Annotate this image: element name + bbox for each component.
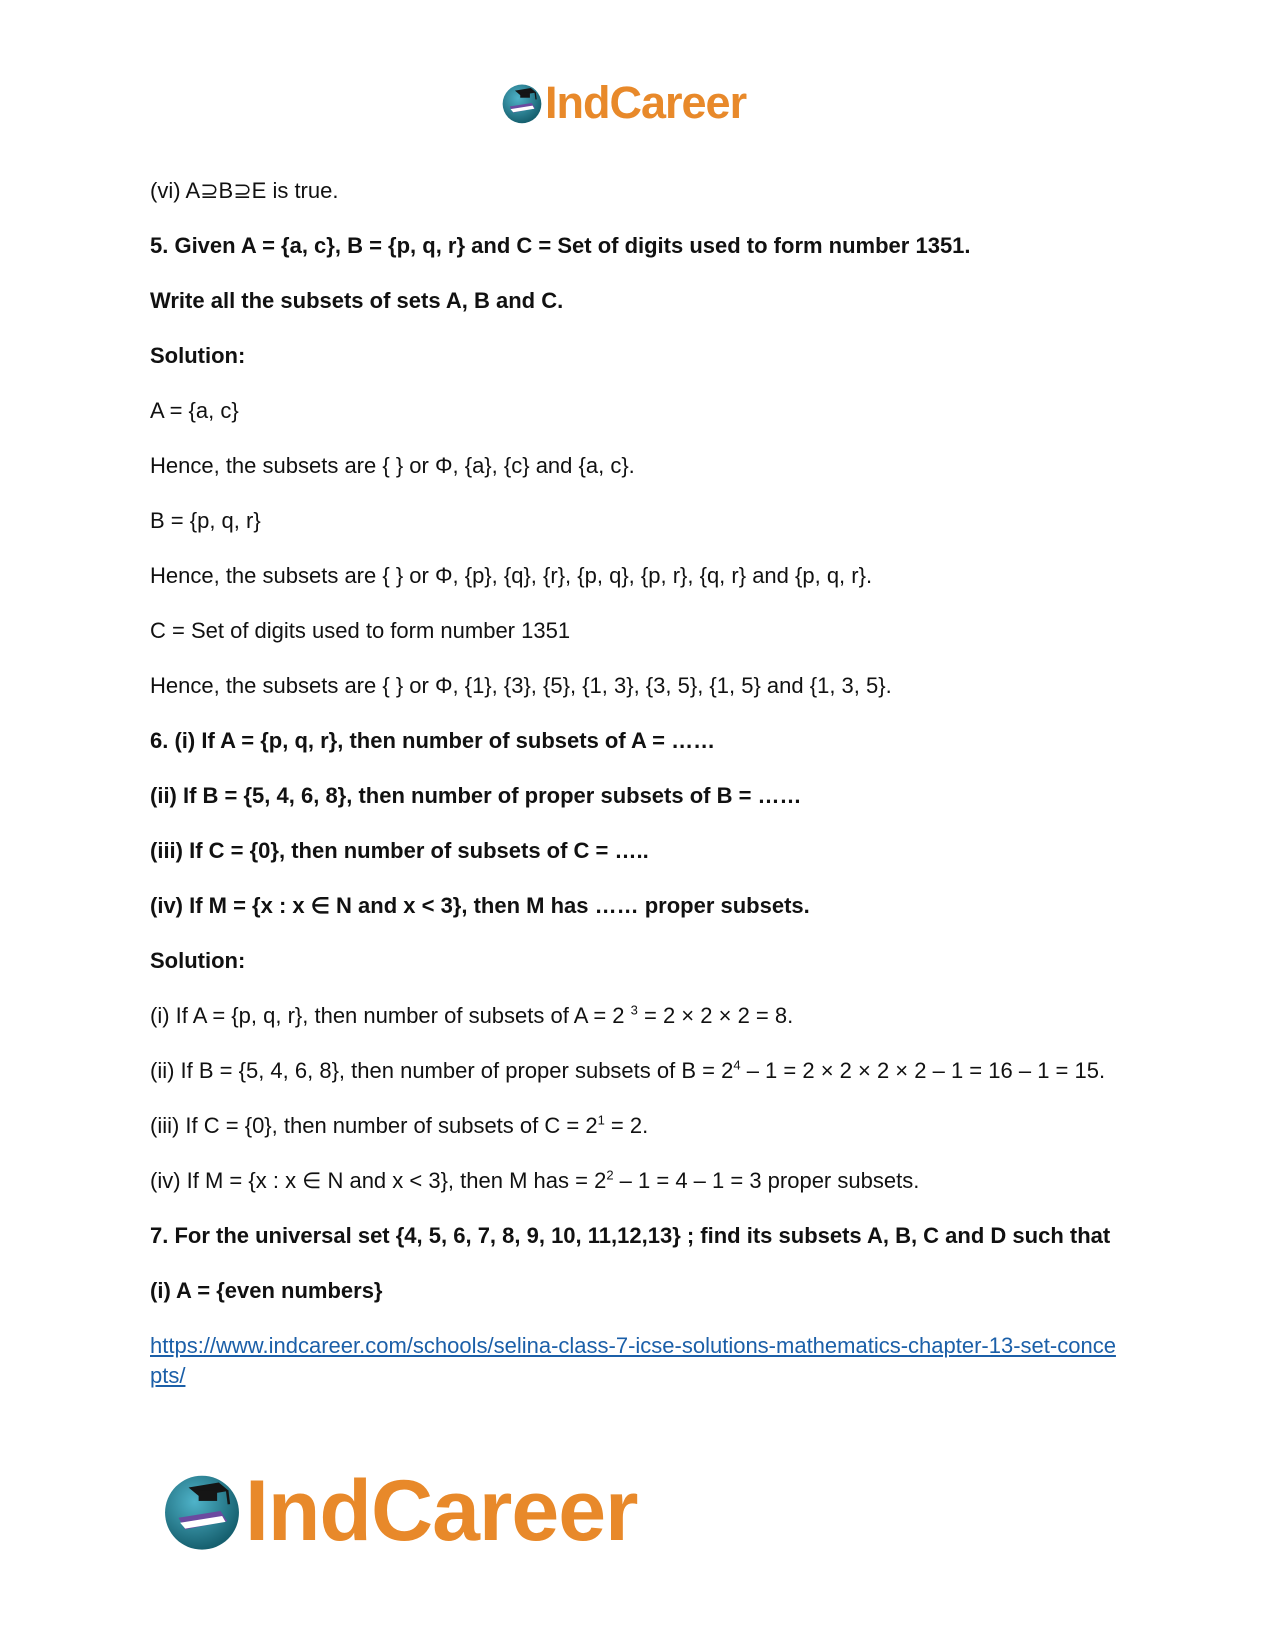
- brand-name: IndCareer: [245, 1463, 638, 1559]
- text-segment: – 1 = 4 – 1 = 3 proper subsets.: [613, 1168, 920, 1193]
- solution-6-i: [150, 1001, 1125, 1031]
- solution-6-ii: [150, 1056, 1125, 1086]
- brand-name: IndCareer: [545, 77, 747, 128]
- source-link-line: [150, 1331, 1125, 1391]
- text-segment: (i) If A = {p, q, r}, then number of subsets of A = 2: [150, 1003, 631, 1028]
- graduation-book-globe-icon: [500, 81, 544, 125]
- graduation-book-globe-icon: [160, 1469, 244, 1553]
- question-6-i: 6. (i) If A = {p, q, r}, then number of subsets of A = ……: [150, 728, 716, 753]
- text-segment: (ii) If B = {5, 4, 6, 8}, then number of proper subsets of B = 2: [150, 1058, 734, 1083]
- footer-logo: [160, 1463, 638, 1559]
- document-body: [150, 176, 1125, 1416]
- text-segment: (iv) If M = {x : x ∈ N and x < 3}, then M has = 2: [150, 1168, 607, 1193]
- text-line: B = {p, q, r}: [150, 508, 261, 533]
- question-7-i: (i) A = {even numbers}: [150, 1278, 383, 1303]
- text-segment: (iii) If C = {0}, then number of subsets of C = 2: [150, 1113, 598, 1138]
- text-line: C = Set of digits used to form number 1351: [150, 618, 571, 643]
- text-segment: – 1 = 2 × 2 × 2 × 2 – 1 = 16 – 1 = 15.: [740, 1058, 1106, 1083]
- text-line: Hence, the subsets are { } or Φ, {p}, {q}, {r}, {p, q}, {p, r}, {q, r} and {p, q, r}.: [150, 563, 873, 588]
- question-6-iv: (iv) If M = {x : x ∈ N and x < 3}, then M has …… proper subsets.: [150, 893, 810, 918]
- solution-6-iv: [150, 1166, 1125, 1196]
- question-6-iii: (iii) If C = {0}, then number of subsets of C = …..: [150, 838, 649, 863]
- solution-label: Solution:: [150, 343, 246, 368]
- exponent: 4: [733, 1057, 741, 1073]
- question-5-part-2: Write all the subsets of sets A, B and C.: [150, 288, 564, 313]
- text-line: Hence, the subsets are { } or Φ, {1}, {3}, {5}, {1, 3}, {3, 5}, {1, 5} and {1, 3, 5}.: [150, 673, 892, 698]
- question-6-ii: (ii) If B = {5, 4, 6, 8}, then number of proper subsets of B = ……: [150, 783, 802, 808]
- source-link[interactable]: https://www.indcareer.com/schools/selina-class-7-icse-solutions-mathematics-chapter-13-set-concepts/: [150, 1333, 1116, 1388]
- solution-label: Solution:: [150, 948, 246, 973]
- text-segment: = 2 × 2 × 2 = 8.: [637, 1003, 794, 1028]
- text-segment: = 2.: [604, 1113, 649, 1138]
- solution-6-iii: [150, 1111, 1125, 1141]
- exponent: 2: [606, 1167, 614, 1183]
- text-line: Hence, the subsets are { } or Φ, {a}, {c} and {a, c}.: [150, 453, 635, 478]
- text-line: A = {a, c}: [150, 398, 239, 423]
- question-7: 7. For the universal set {4, 5, 6, 7, 8, 9, 10, 11,12,13} ; find its subsets A, B, C and D such that: [150, 1223, 1111, 1248]
- question-5: 5. Given A = {a, c}, B = {p, q, r} and C = Set of digits used to form number 1351.: [150, 233, 971, 258]
- exponent: 1: [597, 1112, 605, 1128]
- text-line: (vi) A⊇B⊇E is true.: [150, 178, 339, 203]
- exponent: 3: [630, 1002, 638, 1018]
- header-logo: [500, 77, 747, 128]
